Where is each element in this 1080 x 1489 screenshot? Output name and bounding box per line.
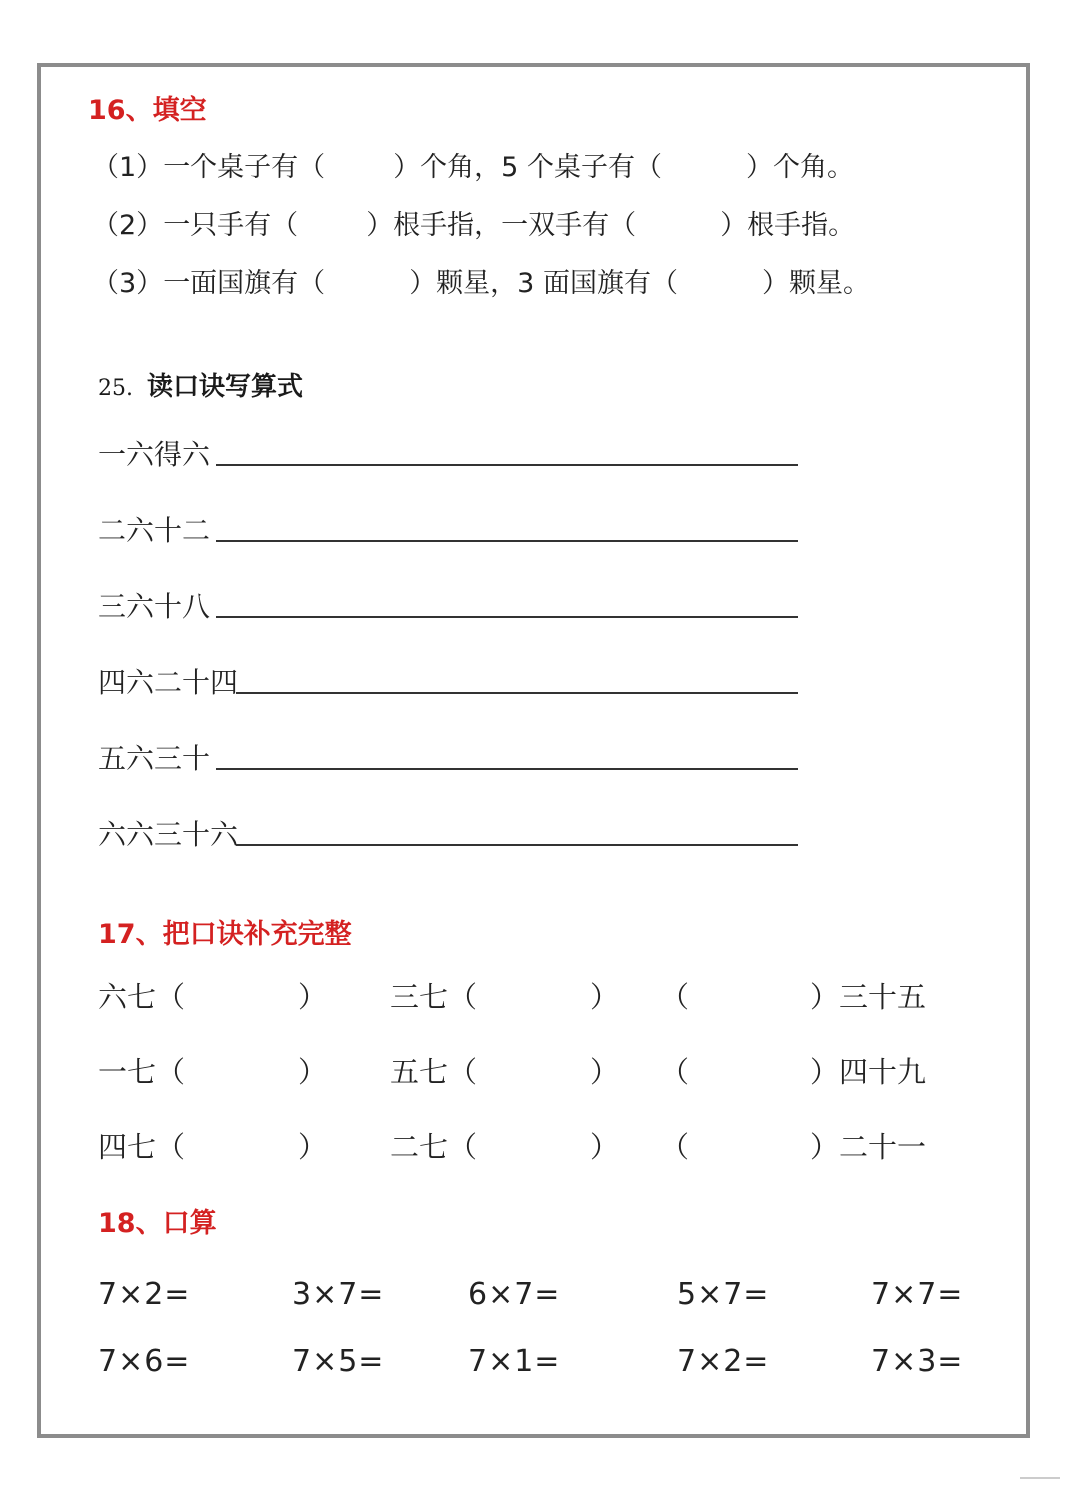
question-text: ）颗星。: [761, 268, 870, 299]
verse-fill-c3-post: ）二十一: [810, 1130, 927, 1164]
verse-fill-c1-post: ）: [298, 1130, 328, 1164]
verse-fill-c2-pre: 二七（: [390, 1130, 478, 1164]
verse-fill-c2-post: ）: [590, 980, 620, 1014]
calc-problem[interactable]: 7×3=: [871, 1344, 964, 1379]
question-text: ）个角，5 个桌子有（: [393, 152, 662, 183]
corner-mark: [1020, 1477, 1060, 1483]
answer-line-4[interactable]: [236, 692, 798, 694]
calc-problem[interactable]: 7×2=: [677, 1344, 770, 1379]
calc-problem[interactable]: 7×7=: [871, 1277, 964, 1312]
verse-1: 一六得六: [98, 438, 211, 471]
section-title-text: 读口诀写算式: [147, 372, 304, 402]
fill-question-2: [92, 203, 855, 242]
answer-line-3[interactable]: [216, 616, 798, 618]
fill-question-3: [92, 261, 870, 300]
question-text: 一只手有（: [163, 210, 299, 241]
verse-4: 四六二十四: [98, 666, 239, 699]
question-text: ）根手指。: [720, 210, 856, 241]
calc-problem[interactable]: 7×1=: [468, 1344, 561, 1379]
calc-problem[interactable]: 3×7=: [292, 1277, 385, 1312]
calc-problem[interactable]: 6×7=: [468, 1277, 561, 1312]
calc-problem[interactable]: 7×6=: [98, 1344, 191, 1379]
verse-fill-c2-pre: 五七（: [390, 1055, 478, 1089]
calc-problem[interactable]: 7×2=: [98, 1277, 191, 1312]
calc-problem[interactable]: 5×7=: [677, 1277, 770, 1312]
answer-line-2[interactable]: [216, 540, 798, 542]
verse-fill-c2-pre: 三七（: [390, 980, 478, 1014]
verse-fill-c3-pre: （: [660, 1130, 690, 1164]
verse-3: 三六十八: [98, 590, 211, 623]
verse-5: 五六三十: [98, 742, 211, 775]
answer-line-1[interactable]: [216, 464, 798, 466]
question-text: ）个角。: [745, 152, 854, 183]
question-text: 一个桌子有（: [163, 152, 326, 183]
calc-problem[interactable]: 7×5=: [292, 1344, 385, 1379]
verse-fill-c3-pre: （: [660, 980, 690, 1014]
section-number: 25.: [98, 376, 133, 401]
section-25-title: [98, 366, 303, 403]
section-18-title: 18、口算: [98, 1208, 217, 1239]
verse-fill-c2-post: ）: [590, 1130, 620, 1164]
verse-6: 六六三十六: [98, 818, 239, 851]
question-number: （2）: [92, 210, 164, 241]
verse-fill-c1-pre: 一七（: [98, 1055, 186, 1089]
question-number: （1）: [92, 152, 164, 183]
answer-line-6[interactable]: [236, 844, 798, 846]
question-text: 一面国旗有（: [163, 268, 326, 299]
verse-fill-c1-post: ）: [298, 1055, 328, 1089]
fill-question-1: [92, 145, 854, 184]
verse-fill-c3-post: ）三十五: [810, 980, 927, 1014]
section-16-title: 16、填空: [88, 95, 207, 126]
verse-fill-c2-post: ）: [590, 1055, 620, 1089]
verse-fill-c1-pre: 六七（: [98, 980, 186, 1014]
verse-fill-c3-pre: （: [660, 1055, 690, 1089]
verse-fill-c1-pre: 四七（: [98, 1130, 186, 1164]
verse-fill-c1-post: ）: [298, 980, 328, 1014]
answer-line-5[interactable]: [216, 768, 798, 770]
question-number: （3）: [92, 268, 164, 299]
verse-fill-c3-post: ）四十九: [810, 1055, 927, 1089]
section-17-title: 17、把口诀补充完整: [98, 919, 352, 950]
verse-2: 二六十二: [98, 514, 211, 547]
question-text: ）颗星，3 面国旗有（: [409, 268, 678, 299]
question-text: ）根手指，一双手有（: [366, 210, 637, 241]
